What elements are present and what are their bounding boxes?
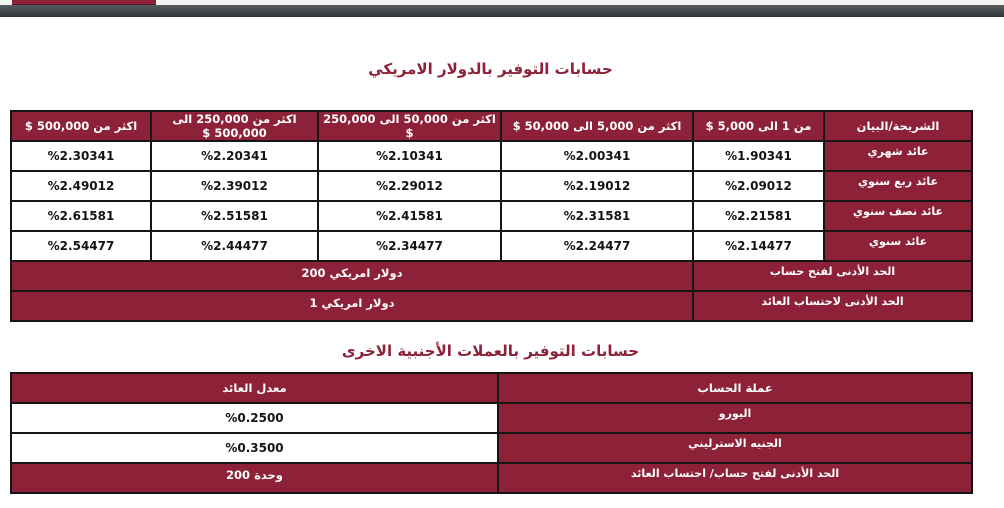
top-navbar [0, 5, 1004, 17]
usd-section-title: حسابات التوفير بالدولار الامريكي [368, 60, 613, 78]
fx-col-header-rate: معدل العائد [11, 373, 498, 403]
min-yield-label: الحد الأدنى لاحتساب العائد [693, 291, 972, 321]
min-open-value: 200 دولار امريكي [11, 261, 693, 291]
rate-cell: %2.49012 [11, 171, 151, 201]
row-label-semiannual: عائد نصف سنوي [824, 201, 972, 231]
usd-col-header-tier: الشريحة/البيان [824, 111, 972, 141]
rate-cell: %2.51581 [151, 201, 318, 231]
min-open-label: الحد الأدنى لفتح حساب [693, 261, 972, 291]
rate-cell: %2.21581 [693, 201, 824, 231]
rate-cell: %2.44477 [151, 231, 318, 261]
usd-col-header-1-5000: من 1 الى 5,000 $ [693, 111, 824, 141]
row-label-monthly: عائد شهري [824, 141, 972, 171]
fx-row-minimum [11, 463, 972, 493]
usd-col-header-over-500000: اكثر من 500,000 $ [11, 111, 151, 141]
fx-row-euro [11, 403, 972, 433]
usd-row-quarterly [11, 171, 972, 201]
rate-cell: %2.09012 [693, 171, 824, 201]
rate-cell: %2.41581 [318, 201, 501, 231]
rate-cell: %2.54477 [11, 231, 151, 261]
fx-minimum-label: الحد الأدنى لفتح حساب/ احتساب العائد [498, 463, 972, 493]
rate-cell: %1.90341 [693, 141, 824, 171]
rate-cell: %2.24477 [501, 231, 693, 261]
rate-cell: %2.00341 [501, 141, 693, 171]
usd-row-annual [11, 231, 972, 261]
rate-cell: %2.30341 [11, 141, 151, 171]
usd-row-min-open [11, 261, 972, 291]
rate-cell: %2.61581 [11, 201, 151, 231]
currency-label-euro: اليورو [498, 403, 972, 433]
rate-cell: %0.3500 [11, 433, 498, 463]
foreign-rates-table [10, 372, 973, 494]
row-label-annual: عائد سنوي [824, 231, 972, 261]
rate-cell: %2.31581 [501, 201, 693, 231]
fx-row-sterling [11, 433, 972, 463]
usd-col-header-50000-250000: اكثر من 50,000 الى 250,000 $ [318, 111, 501, 141]
rate-cell: %2.20341 [151, 141, 318, 171]
rate-cell: %2.39012 [151, 171, 318, 201]
usd-col-header-5000-50000: اكثر من 5,000 الى 50,000 $ [501, 111, 693, 141]
usd-header-row [11, 111, 972, 141]
usd-col-header-250000-500000: اكثر من 250,000 الى 500,000 $ [151, 111, 318, 141]
foreign-section-title: حسابات التوفير بالعملات الأجنبية الاخرى [341, 342, 640, 360]
rate-cell: %2.19012 [501, 171, 693, 201]
fx-minimum-value: 200 وحدة [11, 463, 498, 493]
fx-header-row [11, 373, 972, 403]
usd-row-min-yield [11, 291, 972, 321]
rate-cell: %2.14477 [693, 231, 824, 261]
usd-rates-table [10, 110, 973, 322]
rate-cell: %0.2500 [11, 403, 498, 433]
currency-label-sterling: الجنيه الاسترليني [498, 433, 972, 463]
rate-cell: %2.29012 [318, 171, 501, 201]
rate-cell: %2.34477 [318, 231, 501, 261]
fx-col-header-currency: عملة الحساب [498, 373, 972, 403]
row-label-quarterly: عائد ربع سنوي [824, 171, 972, 201]
usd-row-monthly [11, 141, 972, 171]
rate-cell: %2.10341 [318, 141, 501, 171]
usd-row-semiannual [11, 201, 972, 231]
min-yield-value: 1 دولار امريكي [11, 291, 693, 321]
